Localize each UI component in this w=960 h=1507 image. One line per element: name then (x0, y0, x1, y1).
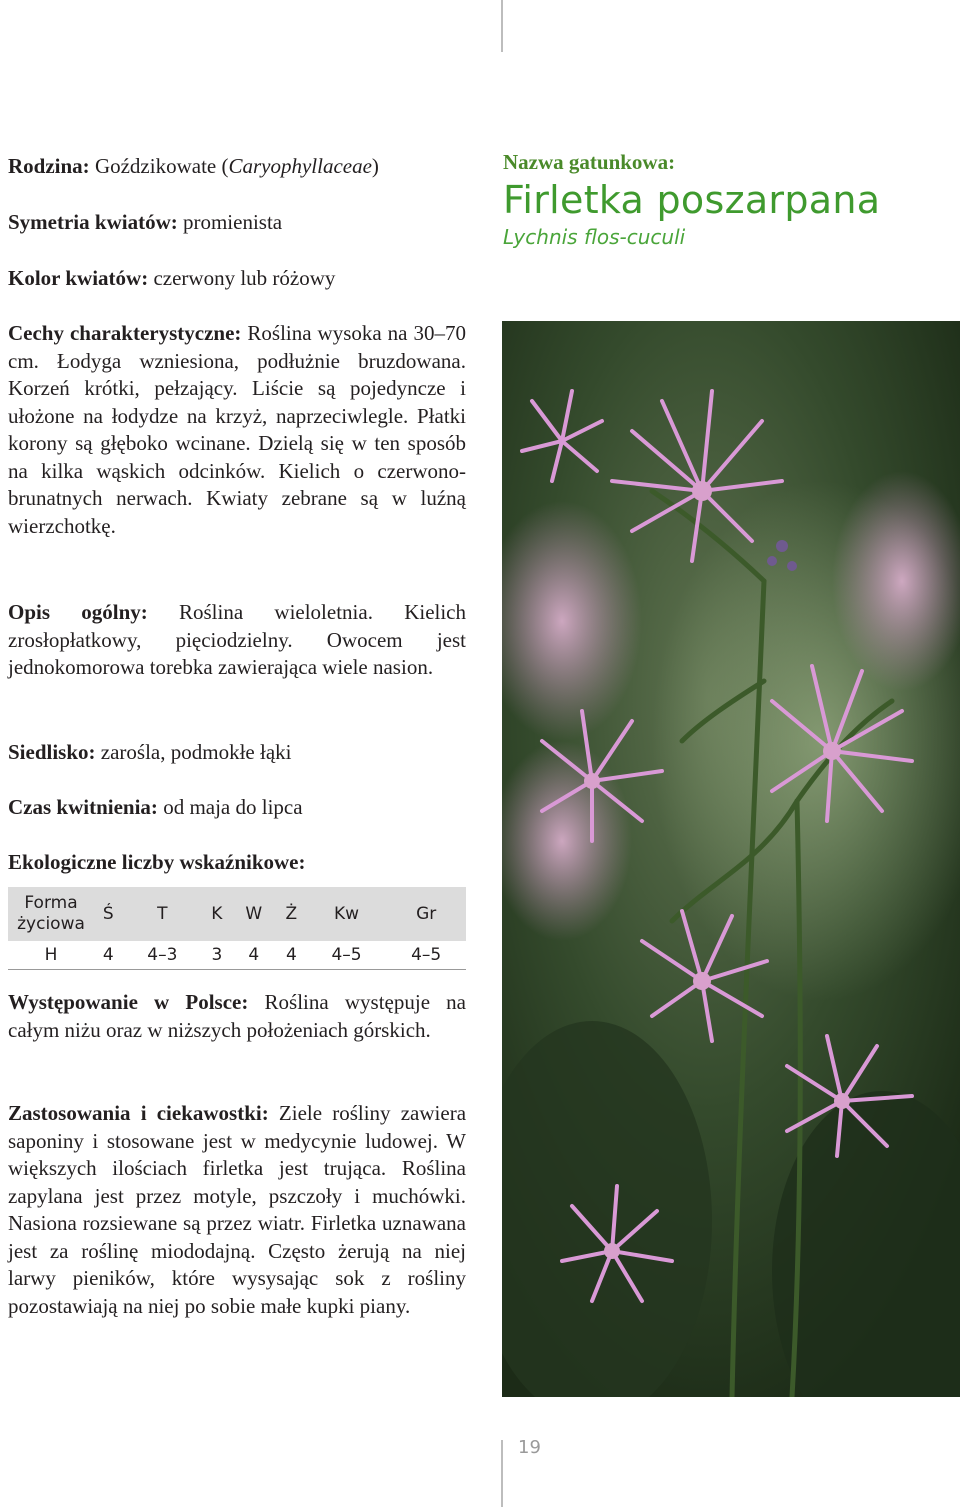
table-header-row (8, 887, 466, 941)
species-title-block (503, 150, 943, 249)
symetria-value: promienista (182, 210, 283, 234)
siedlisko-label: Siedlisko: (8, 740, 96, 764)
wystepowanie-paragraph (8, 989, 466, 1044)
symetria-label: Symetria kwiatów: (8, 210, 178, 234)
header-t: T (123, 887, 203, 941)
cell-z: 4 (276, 941, 307, 970)
cell-t: 4–3 (123, 941, 203, 970)
rodzina-label: Rodzina: (8, 154, 90, 178)
header-s: Ś (94, 887, 123, 941)
siedlisko-line (8, 739, 466, 767)
kolor-line (8, 265, 466, 293)
species-latin: Lychnis flos-cuculi (503, 225, 686, 249)
ecological-indicators-table (8, 887, 466, 970)
ekologiczne-label: Ekologiczne liczby wskaźnikowe: (8, 850, 306, 874)
ekologiczne-heading (8, 850, 466, 875)
page-number: 19 (518, 1437, 541, 1458)
opis-label: Opis ogólny: (8, 600, 148, 624)
kolor-value: czerwony lub różowy (153, 266, 336, 290)
wystepowanie-label: Występowanie w Polsce: (8, 990, 249, 1014)
table-row (8, 941, 466, 970)
wystepowanie-value: Roślina występuje na całym niżu oraz w niższych położeniach górskich. (8, 990, 467, 1042)
flower-photo (502, 321, 960, 1397)
header-kw: Kw (307, 887, 387, 941)
zastosowania-value: Ziele rośliny zawiera saponiny i stosowane jest w medycynie ludowej. W większych ilościach firletka jest trująca. Roślina zapylana jest przez motyle, pszczoły i muchówki. Nasiona rozsiewane są przez wiatr. Firletka uznawana jest za roślinę miododajną. Często żerują na niej larwy pieników, które wysysając sok z rośliny pozostawiają na niej po sobie małe kupki piany. (8, 1101, 467, 1318)
header-gr: Gr (386, 887, 466, 941)
rodzina-latin: Caryophyllaceae (228, 154, 372, 178)
cell-forma: H (8, 941, 94, 970)
header-w: W (232, 887, 276, 941)
cechy-label: Cechy charakterystyczne: (8, 321, 242, 345)
czas-label: Czas kwitnienia: (8, 795, 158, 819)
cechy-value: Roślina wysoka na 30–70 cm. Łodyga wzniesiona, podłużnie bruzdowana. Korzeń krótki, pełzający. Liście są pojedyncze i ułożone na łodydze na krzyż, naprzeciwlegle. Płatki korony są głęboko wcinane. Dzielą się w ten sposób na kilka wąskich odcinków. Kielich o czerwono-brunatnych nerwach. Kwiaty zebrane są w luźną wierzchotkę. (8, 321, 466, 538)
cell-gr: 4–5 (386, 941, 466, 970)
cell-kw: 4–5 (307, 941, 387, 970)
siedlisko-value: zarośla, podmokłe łąki (100, 740, 292, 764)
opis-paragraph (8, 599, 466, 682)
header-forma: Forma życiowa (8, 887, 94, 941)
cell-s: 4 (94, 941, 123, 970)
species-label: Nazwa gatunkowa: (503, 150, 676, 174)
czas-value: od maja do lipca (163, 795, 303, 819)
rodzina-close: ) (371, 154, 379, 178)
header-k: K (202, 887, 231, 941)
cell-w: 4 (232, 941, 276, 970)
symetria-line (8, 209, 466, 237)
czas-line (8, 794, 466, 822)
zastosowania-paragraph (8, 1100, 466, 1320)
rodzina-line (8, 153, 466, 181)
cechy-paragraph (8, 320, 466, 540)
kolor-label: Kolor kwiatów: (8, 266, 149, 290)
rodzina-value: Goździkowate ( (94, 154, 229, 178)
crop-mark-top (501, 0, 503, 52)
cell-k: 3 (202, 941, 231, 970)
header-z: Ż (276, 887, 307, 941)
crop-mark-bottom (501, 1440, 503, 1507)
zastosowania-label: Zastosowania i ciekawostki: (8, 1101, 269, 1125)
species-name: Firletka poszarpana (503, 178, 881, 222)
opis-value: Roślina wieloletnia. Kielich zrosłopłatkowy, pięciodzielny. Owocem jest jednokomorowa torebka zawierająca wiele nasion. (8, 600, 466, 679)
